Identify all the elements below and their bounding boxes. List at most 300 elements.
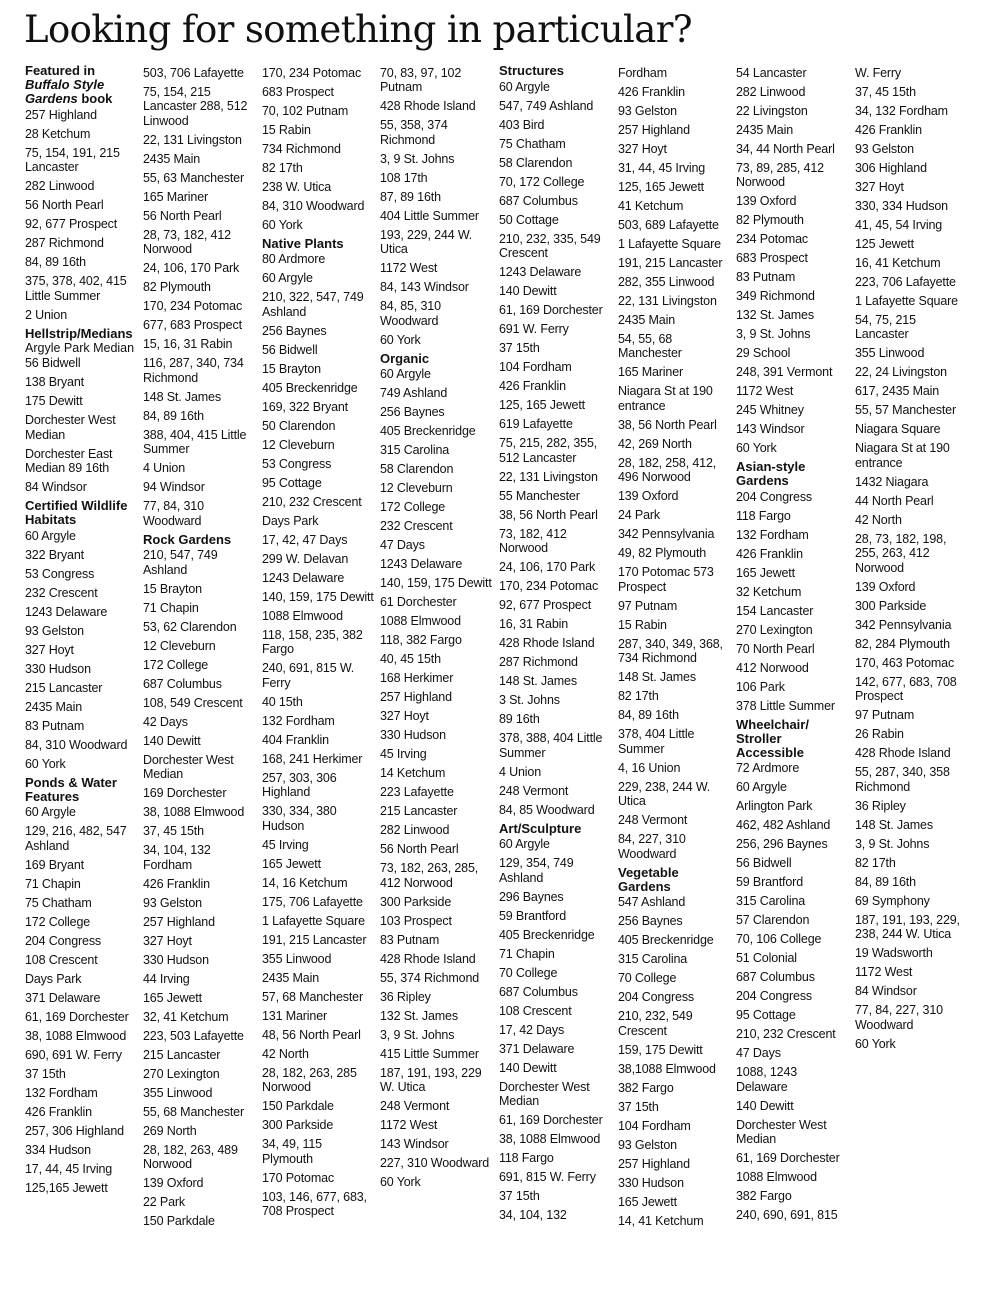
index-entry: 299 W. Delavan bbox=[262, 551, 349, 566]
index-entry: 248 Vermont bbox=[380, 1099, 450, 1113]
index-entry: 382 Fargo bbox=[736, 1189, 792, 1203]
index-entry: 40 15th bbox=[262, 694, 303, 709]
index-entry: Dorchester West Median bbox=[143, 752, 234, 781]
index-entry: 41, 45, 54 Irving bbox=[855, 217, 943, 232]
index-entry: 57, 68 Manchester bbox=[262, 989, 363, 1004]
index-entry: 4, 16 Union bbox=[618, 760, 681, 775]
category-heading bbox=[25, 776, 139, 804]
index-entry: 503, 706 Lafayette bbox=[143, 65, 244, 80]
index-entry: 31, 44, 45 Irving bbox=[618, 160, 706, 175]
heading-text: book bbox=[77, 91, 113, 106]
index-entry: 1172 West bbox=[736, 384, 794, 398]
index-entry: 42 North bbox=[262, 1046, 309, 1061]
index-entry: 60 York bbox=[380, 332, 421, 347]
index-entry: 132 St. James bbox=[736, 308, 814, 322]
index-column-5 bbox=[499, 64, 613, 1227]
index-entry: 204 Congress bbox=[736, 489, 813, 504]
index-entry: 428 Rhode Island bbox=[380, 99, 476, 113]
index-entry: 256, 296 Baynes bbox=[736, 837, 828, 851]
index-entry: 1 Lafayette Square bbox=[618, 236, 721, 251]
index-entry: 1088 Elmwood bbox=[380, 614, 461, 628]
index-entry: 26 Rabin bbox=[855, 727, 904, 741]
index-entry: 71 Chapin bbox=[499, 946, 555, 961]
index-entry: 1 Lafayette Square bbox=[262, 913, 365, 928]
index-entry: 93 Gelston bbox=[618, 103, 677, 118]
index-entry: 51 Colonial bbox=[736, 951, 797, 965]
index-entry: Argyle Park Median bbox=[25, 340, 135, 355]
category-heading bbox=[618, 866, 732, 894]
index-entry: 165 Jewett bbox=[262, 856, 321, 871]
index-entry: 687 Columbus bbox=[499, 984, 578, 999]
index-entry: 55 Manchester bbox=[499, 488, 580, 503]
index-entry: 61, 169 Dorchester bbox=[499, 1113, 603, 1127]
index-entry: 296 Baynes bbox=[499, 889, 564, 904]
index-entry: 56 Bidwell bbox=[736, 856, 792, 870]
index-entry: 75 Chatham bbox=[25, 895, 92, 910]
index-entry: 405 Breckenridge bbox=[380, 424, 476, 438]
index-entry: 687 Columbus bbox=[736, 970, 815, 984]
index-entry: 428 Rhode Island bbox=[855, 746, 951, 760]
index-entry: 57 Clarendon bbox=[736, 913, 810, 927]
index-entry: 232 Crescent bbox=[380, 519, 453, 533]
index-entry: 300 Parkside bbox=[380, 894, 452, 909]
index-entry: 55, 358, 374 Richmond bbox=[380, 118, 448, 147]
index-entry: 103 Prospect bbox=[380, 913, 452, 928]
index-entry: 47 Days bbox=[380, 538, 425, 552]
index-entry: 22 Park bbox=[143, 1195, 186, 1209]
index-entry: 215 Lancaster bbox=[380, 804, 458, 818]
index-entry: 16, 41 Ketchum bbox=[855, 255, 941, 270]
index-entry: 330, 334 Hudson bbox=[855, 198, 948, 213]
index-entry: 426 Franklin bbox=[25, 1104, 92, 1119]
category-heading bbox=[380, 352, 494, 366]
index-entry: 150 Parkdale bbox=[143, 1214, 215, 1228]
index-entry: 1243 Delaware bbox=[499, 265, 582, 279]
index-entry: 282 Linwood bbox=[380, 823, 450, 837]
index-entry: 2435 Main bbox=[25, 699, 83, 714]
index-entry: 97 Putnam bbox=[855, 708, 915, 722]
index-entry: 37 15th bbox=[618, 1099, 659, 1114]
index-entry: 70, 102 Putnam bbox=[262, 103, 349, 118]
index-entry: 83 Putnam bbox=[736, 270, 796, 284]
index-entry: 378, 404 Little Summer bbox=[618, 727, 695, 756]
index-entry: 84, 85 Woodward bbox=[499, 802, 595, 817]
index-entry: 89 16th bbox=[499, 712, 540, 726]
index-entry: 49, 82 Plymouth bbox=[618, 546, 707, 560]
index-entry: 139 Oxford bbox=[143, 1176, 204, 1190]
index-entry: 2435 Main bbox=[143, 151, 201, 166]
index-entry: 327 Hoyt bbox=[25, 642, 74, 657]
index-entry: Dorchester East Median 89 16th bbox=[25, 446, 113, 475]
index-entry: 37, 45 15th bbox=[143, 824, 204, 838]
index-entry: 143 Windsor bbox=[380, 1137, 449, 1151]
index-entry: 210, 232, 335, 549 Crescent bbox=[499, 231, 601, 260]
index-entry: 55, 374 Richmond bbox=[380, 970, 480, 985]
index-entry: 169 Dorchester bbox=[143, 786, 227, 800]
index-entry: 125 Jewett bbox=[855, 236, 914, 251]
index-entry: 61, 169 Dorchester bbox=[736, 1151, 840, 1165]
index-entry: 42, 269 North bbox=[618, 436, 692, 451]
index-entry: 2435 Main bbox=[262, 970, 320, 985]
index-entry: 28 Ketchum bbox=[25, 126, 91, 141]
index-entry: 70 College bbox=[499, 965, 558, 980]
index-entry: 139 Oxford bbox=[736, 194, 797, 208]
index-entry: 17, 42 Days bbox=[499, 1022, 565, 1037]
index-entry: 83 Putnam bbox=[25, 718, 85, 733]
index-entry: 378, 388, 404 Little Summer bbox=[499, 731, 603, 760]
index-entry: 37 15th bbox=[499, 1189, 540, 1203]
index-entry: 1432 Niagara bbox=[855, 474, 929, 489]
index-entry: 315 Carolina bbox=[380, 443, 450, 457]
index-entry: 36 Ripley bbox=[855, 798, 906, 813]
index-entry: Dorchester West Median bbox=[499, 1079, 590, 1108]
index-entry: 227, 310 Woodward bbox=[380, 1156, 490, 1170]
index-entry: 154 Lancaster bbox=[736, 603, 814, 618]
index-entry: 61, 169 Dorchester bbox=[25, 1009, 129, 1024]
index-entry: 415 Little Summer bbox=[380, 1046, 479, 1061]
index-entry: 270 Lexington bbox=[143, 1066, 220, 1081]
index-entry: 55, 63 Manchester bbox=[143, 170, 244, 185]
index-entry: 172 College bbox=[25, 914, 91, 929]
index-entry: 38, 56 North Pearl bbox=[618, 417, 717, 432]
index-entry: 142, 677, 683, 708 Prospect bbox=[855, 674, 957, 703]
index-entry: 82, 284 Plymouth bbox=[855, 636, 950, 651]
index-entry: 428 Rhode Island bbox=[380, 951, 476, 966]
index-entry: 238 W. Utica bbox=[262, 179, 332, 194]
index-entry: 150 Parkdale bbox=[262, 1099, 334, 1113]
index-entry: 84, 89 16th bbox=[143, 408, 204, 423]
index-column-1 bbox=[25, 64, 139, 1200]
index-entry: 45 Irving bbox=[380, 747, 427, 761]
index-entry: Days Park bbox=[25, 971, 82, 986]
index-entry: 82 17th bbox=[262, 160, 303, 175]
index-entry: 547, 749 Ashland bbox=[499, 98, 594, 113]
index-entry: 256 Baynes bbox=[618, 914, 683, 928]
index-entry: 70 College bbox=[618, 971, 677, 985]
index-entry: 97 Putnam bbox=[618, 598, 678, 613]
index-entry: 70, 83, 97, 102 Putnam bbox=[380, 65, 462, 94]
index-entry: 170, 234 Potomac bbox=[143, 299, 243, 313]
index-entry: 82 Plymouth bbox=[143, 280, 211, 294]
index-entry: 248 Vermont bbox=[499, 783, 569, 798]
index-entry: 24, 106, 170 Park bbox=[143, 261, 240, 275]
index-entry: 191, 215 Lancaster bbox=[262, 932, 367, 947]
index-entry: 165 Jewett bbox=[618, 1194, 677, 1209]
index-entry: 257, 306 Highland bbox=[25, 1123, 124, 1138]
index-entry: 404 Franklin bbox=[262, 732, 329, 747]
index-entry: 403 Bird bbox=[499, 117, 545, 132]
index-entry: 426 Franklin bbox=[855, 122, 922, 137]
heading-text: Certified Wildlife Habitats bbox=[25, 498, 128, 527]
index-entry: 342 Pennsylvania bbox=[855, 617, 952, 632]
index-entry: Niagara St at 190 entrance bbox=[855, 441, 950, 470]
index-entry: 426 Franklin bbox=[736, 546, 803, 561]
index-entry: 14, 41 Ketchum bbox=[618, 1213, 704, 1228]
index-entry: 1172 West bbox=[855, 965, 913, 979]
index-entry: 17, 42, 47 Days bbox=[262, 532, 348, 547]
index-entry: 12 Cleveburn bbox=[380, 481, 453, 495]
index-entry: 3 St. Johns bbox=[499, 693, 560, 707]
index-entry: 84, 85, 310 Woodward bbox=[380, 299, 441, 328]
index-entry: 93 Gelston bbox=[618, 1137, 677, 1152]
index-entry: 223 Lafayette bbox=[380, 785, 454, 799]
index-entry: 140 Dewitt bbox=[499, 1060, 557, 1075]
index-entry: 204 Congress bbox=[618, 990, 695, 1004]
index-entry: 71 Chapin bbox=[25, 876, 81, 891]
index-entry: 690, 691 W. Ferry bbox=[25, 1047, 122, 1062]
index-entry: 170 Potomac bbox=[262, 1170, 335, 1185]
index-entry: 93 Gelston bbox=[855, 141, 914, 156]
index-entry: 170 Potomac 573 Prospect bbox=[618, 565, 714, 594]
index-entry: 170, 234 Potomac bbox=[499, 579, 599, 593]
index-entry: 70, 172 College bbox=[499, 174, 585, 189]
index-entry: 229, 238, 244 W. Utica bbox=[618, 779, 711, 808]
index-entry: 187, 191, 193, 229 W. Utica bbox=[380, 1065, 482, 1094]
heading-text: Art/Sculpture bbox=[499, 820, 582, 836]
index-entry: 2435 Main bbox=[618, 312, 676, 327]
index-entry: 38, 1088 Elmwood bbox=[143, 805, 245, 819]
index-entry: 148 St. James bbox=[143, 389, 221, 404]
index-entry: 95 Cottage bbox=[262, 475, 322, 490]
index-entry: 165 Mariner bbox=[143, 189, 209, 204]
index-entry: 193, 229, 244 W. Utica bbox=[380, 227, 473, 256]
index-entry: 16, 31 Rabin bbox=[499, 617, 569, 631]
index-entry: 40, 45 15th bbox=[380, 652, 441, 666]
index-entry: 34, 44 North Pearl bbox=[736, 141, 835, 156]
index-entry: 256 Baynes bbox=[262, 323, 327, 338]
index-entry: 60 Argyle bbox=[736, 780, 787, 794]
index-entry: 129, 354, 749 Ashland bbox=[499, 856, 574, 885]
index-entry: Days Park bbox=[262, 513, 319, 528]
index-entry: 41 Ketchum bbox=[618, 198, 684, 213]
index-entry: 257, 303, 306 Highland bbox=[262, 770, 337, 799]
index-entry: 22, 131 Livingston bbox=[499, 469, 598, 484]
index-entry: 4 Union bbox=[143, 461, 186, 475]
index-entry: 125, 165 Jewett bbox=[499, 398, 586, 412]
index-entry: 29 School bbox=[736, 346, 791, 360]
index-entry: 60 York bbox=[380, 1175, 421, 1189]
index-entry: 287 Richmond bbox=[25, 236, 104, 250]
index-entry: 140, 159, 175 Dewitt bbox=[380, 576, 492, 590]
index-column-8 bbox=[855, 64, 969, 1056]
index-entry: 215 Lancaster bbox=[25, 680, 103, 695]
index-entry: 118 Fargo bbox=[736, 508, 791, 523]
index-entry: 426 Franklin bbox=[618, 84, 685, 99]
index-entry: 108 Crescent bbox=[499, 1003, 572, 1018]
heading-text: Native Plants bbox=[262, 235, 344, 251]
index-entry: 53 Congress bbox=[262, 456, 332, 471]
index-entry: 223, 706 Lafayette bbox=[855, 274, 956, 289]
index-entry: 204 Congress bbox=[736, 989, 813, 1003]
index-entry: 118, 158, 235, 382 Fargo bbox=[262, 627, 363, 656]
index-entry: 132 Fordham bbox=[736, 527, 809, 542]
index-entry: 58 Clarendon bbox=[380, 462, 454, 476]
index-entry: 53, 62 Clarendon bbox=[143, 619, 237, 634]
index-entry: 159, 175 Dewitt bbox=[618, 1042, 703, 1057]
category-heading bbox=[143, 533, 257, 547]
index-entry: 256 Baynes bbox=[380, 405, 445, 419]
index-entry: 315 Carolina bbox=[736, 894, 806, 908]
index-entry: 82 17th bbox=[618, 689, 659, 703]
index-entry: 270 Lexington bbox=[736, 622, 813, 637]
index-entry: 210, 232 Crescent bbox=[736, 1027, 836, 1041]
index-entry: 82 17th bbox=[855, 855, 896, 870]
index-entry: 330 Hudson bbox=[25, 661, 91, 676]
index-entry: W. Ferry bbox=[855, 65, 902, 80]
index-entry: 1088, 1243 Delaware bbox=[736, 1065, 798, 1094]
index-entry: 691 W. Ferry bbox=[499, 322, 569, 336]
index-entry: 210, 322, 547, 749 Ashland bbox=[262, 290, 364, 319]
index-entry: 287, 340, 349, 368, 734 Richmond bbox=[618, 636, 723, 665]
index-entry: 257 Highland bbox=[143, 914, 215, 929]
index-entry: 382 Fargo bbox=[618, 1080, 674, 1095]
index-entry: 55, 68 Manchester bbox=[143, 1104, 244, 1119]
index-entry: 140 Dewitt bbox=[143, 733, 201, 748]
index-entry: 84, 89 16th bbox=[855, 874, 916, 889]
index-column-6 bbox=[618, 64, 732, 1233]
index-entry: 240, 690, 691, 815 bbox=[736, 1208, 838, 1222]
index-entry: 215 Lancaster bbox=[143, 1047, 221, 1062]
index-entry: 87, 89 16th bbox=[380, 189, 441, 204]
index-entry: 405 Breckenridge bbox=[618, 933, 714, 947]
index-entry: 53 Congress bbox=[25, 566, 95, 581]
index-entry: Dorchester West Median bbox=[25, 413, 116, 442]
index-entry: 59 Brantford bbox=[736, 875, 803, 889]
index-entry: 94 Windsor bbox=[143, 480, 205, 494]
index-entry: 61, 169 Dorchester bbox=[499, 303, 603, 317]
index-entry: 44 North Pearl bbox=[855, 493, 934, 508]
index-entry: 75 Chatham bbox=[499, 136, 566, 151]
index-entry: 103, 146, 677, 683, 708 Prospect bbox=[262, 1189, 367, 1218]
index-entry: 269 North bbox=[143, 1123, 197, 1138]
index-entry: 257 Highland bbox=[380, 690, 452, 704]
index-entry: 32, 41 Ketchum bbox=[143, 1009, 229, 1024]
index-entry: 1243 Delaware bbox=[380, 557, 463, 571]
index-entry: 140 Dewitt bbox=[736, 1098, 794, 1113]
index-entry: 17, 44, 45 Irving bbox=[25, 1161, 113, 1176]
index-entry: 1172 West bbox=[380, 1118, 438, 1132]
index-entry: 426 Franklin bbox=[143, 876, 210, 891]
index-entry: 306 Highland bbox=[855, 160, 927, 175]
index-entry: 104 Fordham bbox=[618, 1118, 691, 1133]
category-heading bbox=[25, 327, 139, 355]
index-entry: 84, 227, 310 Woodward bbox=[618, 832, 686, 861]
index-entry: 232 Crescent bbox=[25, 585, 98, 600]
index-entry: 327 Hoyt bbox=[855, 179, 904, 194]
index-entry: 342 Pennsylvania bbox=[618, 527, 715, 541]
index-entry: 547 Ashland bbox=[618, 895, 686, 909]
index-entry: 60 Argyle bbox=[499, 837, 550, 851]
index-entry: 60 York bbox=[262, 217, 303, 232]
index-entry: 15 Brayton bbox=[262, 361, 321, 376]
index-entry: 148 St. James bbox=[618, 670, 696, 684]
heading-text: Hellstrip/Medians bbox=[25, 325, 133, 341]
index-entry: 140, 159, 175 Dewitt bbox=[262, 589, 374, 604]
index-entry: 54, 75, 215 Lancaster bbox=[855, 312, 916, 341]
garden-index-columns bbox=[0, 64, 1000, 1294]
index-entry: 56 North Pearl bbox=[25, 198, 104, 212]
index-entry: 77, 84, 310 Woodward bbox=[143, 499, 204, 528]
index-entry: Niagara St at 190 entrance bbox=[618, 384, 713, 413]
index-entry: 165 Jewett bbox=[143, 990, 202, 1005]
index-entry: 24, 106, 170 Park bbox=[499, 560, 596, 574]
index-entry: 37, 45 15th bbox=[855, 84, 916, 99]
index-entry: 257 Highland bbox=[618, 122, 690, 137]
index-entry: 116, 287, 340, 734 Richmond bbox=[143, 356, 244, 385]
index-entry: 355 Linwood bbox=[855, 346, 925, 360]
index-entry: 12 Cleveburn bbox=[143, 638, 216, 653]
index-entry: 168 Herkimer bbox=[380, 671, 454, 685]
index-column-4 bbox=[380, 64, 494, 1194]
index-entry: 462, 482 Ashland bbox=[736, 818, 831, 832]
index-entry: 15, 16, 31 Rabin bbox=[143, 337, 233, 351]
index-entry: 172 College bbox=[380, 500, 446, 514]
index-entry: 282 Linwood bbox=[736, 84, 806, 99]
index-entry: 315 Carolina bbox=[618, 952, 688, 966]
index-entry: 92, 677 Prospect bbox=[25, 217, 118, 231]
index-entry: 282, 355 Linwood bbox=[618, 274, 715, 289]
index-entry: 56 North Pearl bbox=[380, 842, 459, 856]
heading-text: Ponds & Water Features bbox=[25, 774, 117, 804]
index-entry: 14, 16 Ketchum bbox=[262, 875, 348, 890]
index-entry: 300 Parkside bbox=[855, 598, 927, 613]
category-heading bbox=[25, 499, 139, 527]
index-entry: 95 Cottage bbox=[736, 1008, 796, 1022]
index-entry: 170, 463 Potomac bbox=[855, 655, 955, 670]
index-entry: 405 Breckenridge bbox=[499, 927, 595, 942]
index-entry: 2435 Main bbox=[736, 122, 794, 137]
index-entry: 28, 182, 263, 285 Norwood bbox=[262, 1065, 357, 1094]
category-heading bbox=[262, 237, 376, 251]
index-entry: 1243 Delaware bbox=[25, 604, 108, 619]
index-entry: 93 Gelston bbox=[143, 895, 202, 910]
index-entry: 1088 Elmwood bbox=[262, 608, 343, 623]
heading-text: Featured in bbox=[25, 63, 96, 78]
index-entry: 125,165 Jewett bbox=[25, 1180, 108, 1195]
index-entry: 58 Clarendon bbox=[499, 155, 573, 170]
index-entry: 70 North Pearl bbox=[736, 641, 815, 656]
index-entry: 38, 56 North Pearl bbox=[499, 507, 598, 522]
index-entry: 734 Richmond bbox=[262, 141, 341, 156]
category-heading bbox=[499, 822, 613, 836]
index-entry: 143 Windsor bbox=[736, 422, 805, 436]
index-entry: 60 York bbox=[736, 441, 777, 455]
index-entry: 148 St. James bbox=[855, 817, 933, 832]
index-entry: 210, 232 Crescent bbox=[262, 494, 362, 509]
index-entry: 60 York bbox=[855, 1036, 896, 1051]
index-entry: 93 Gelston bbox=[25, 623, 84, 638]
index-entry: 749 Ashland bbox=[380, 386, 448, 400]
index-entry: 108, 549 Crescent bbox=[143, 695, 243, 710]
index-entry: 15 Rabin bbox=[262, 122, 311, 137]
index-entry: 34, 104, 132 bbox=[499, 1208, 567, 1222]
index-entry: 60 Argyle bbox=[380, 367, 431, 381]
index-entry: 617, 2435 Main bbox=[855, 384, 940, 398]
index-entry: 1 Lafayette Square bbox=[855, 293, 958, 308]
index-entry: 38, 1088 Elmwood bbox=[25, 1028, 127, 1043]
index-entry: 42 North bbox=[855, 512, 902, 527]
index-entry: 168, 241 Herkimer bbox=[262, 751, 363, 766]
heading-text: Vegetable Gardens bbox=[618, 864, 679, 894]
index-entry: 84, 310 Woodward bbox=[262, 198, 365, 213]
index-entry: Arlington Park bbox=[736, 799, 813, 813]
index-entry: 83 Putnam bbox=[380, 932, 440, 947]
index-entry: 405 Breckenridge bbox=[262, 380, 358, 395]
index-entry: 257 Highland bbox=[25, 107, 97, 122]
index-entry: 15 Rabin bbox=[618, 617, 667, 632]
index-entry: 131 Mariner bbox=[262, 1008, 328, 1023]
index-entry: 371 Delaware bbox=[25, 990, 101, 1005]
